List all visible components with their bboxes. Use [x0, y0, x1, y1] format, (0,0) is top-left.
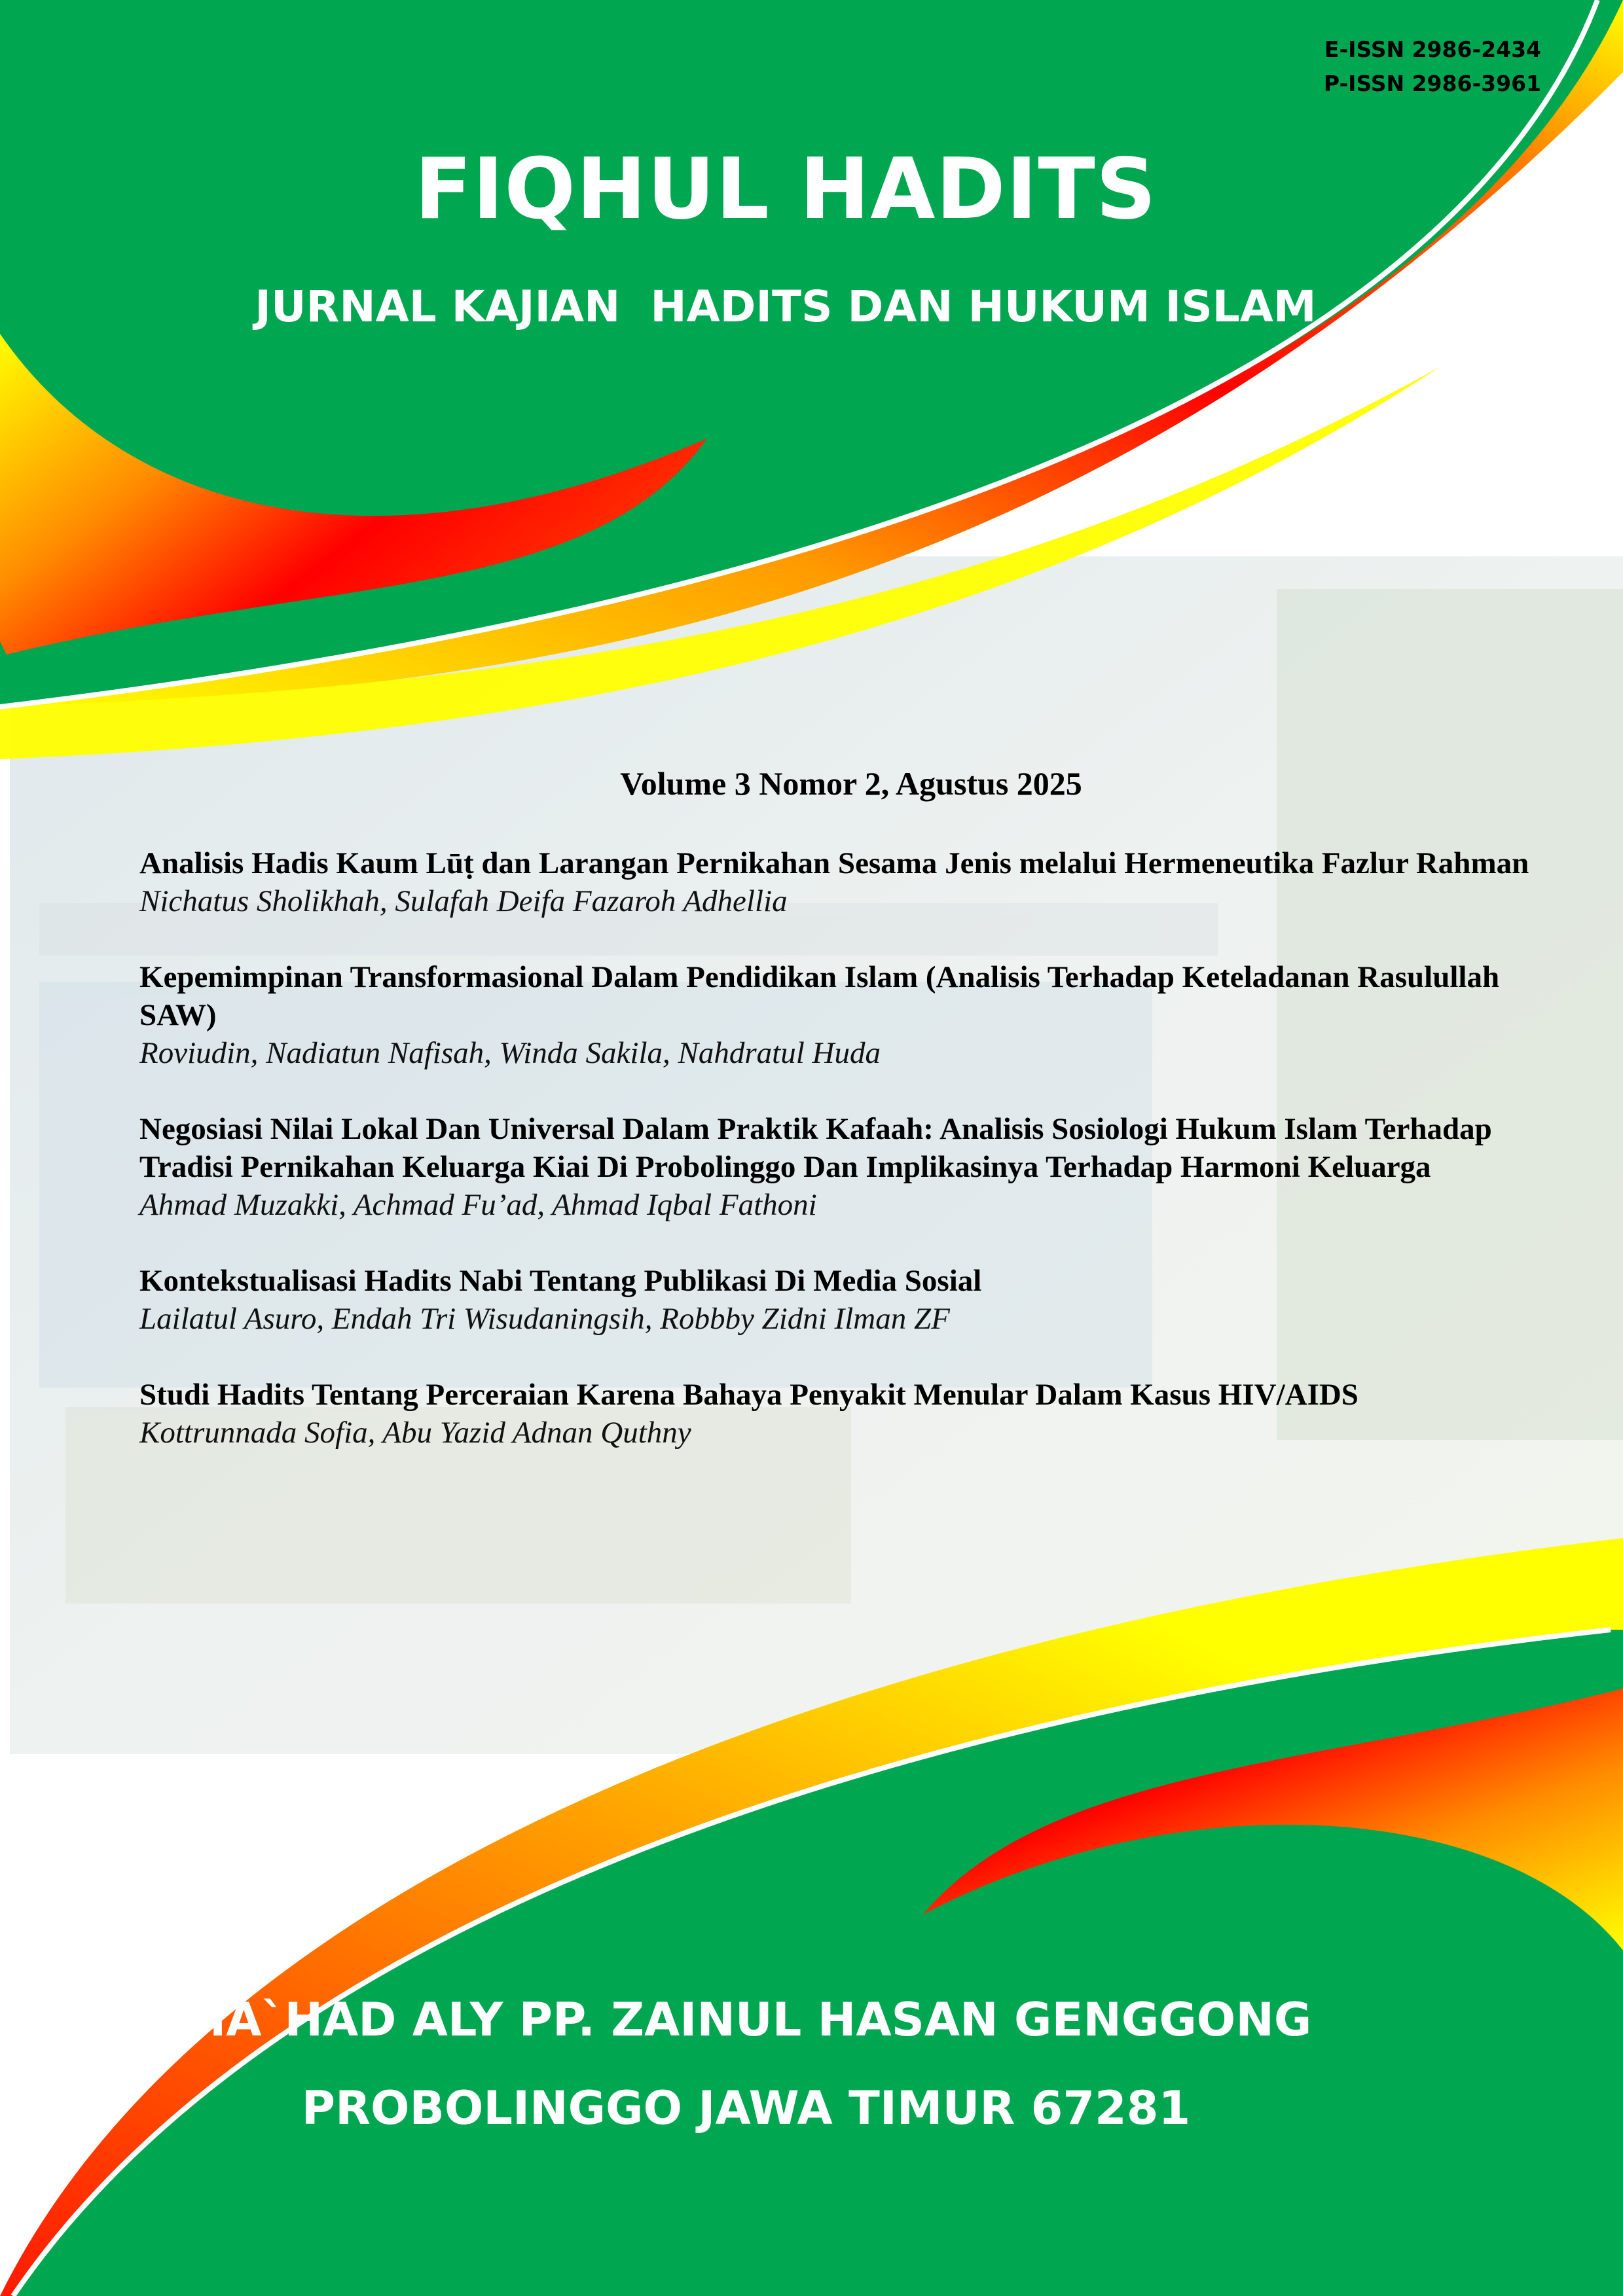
article-title: Studi Hadits Tentang Perceraian Karena Bahaya Penyakit Menular Dalam Kasus HIV/AIDS: [139, 1378, 1359, 1412]
article-title: Analisis Hadis Kaum Lūṭ dan Larangan Pernikahan Sesama Jenis melalui Hermeneutika Fazlur Rahman: [139, 846, 1529, 880]
article-entry: [139, 958, 1580, 1072]
issue-volume: Volume 3 Nomor 2, Agustus 2025: [620, 765, 1082, 802]
p-issn: P-ISSN 2986-3961: [1323, 71, 1541, 96]
journal-title: FIQHUL HADITS: [414, 141, 1157, 238]
article-authors: Lailatul Asuro, Endah Tri Wisudaningsih, Robbby Zidni Ilman ZF: [139, 1302, 950, 1336]
article-entry: [139, 1376, 1580, 1452]
article-title: Kepemimpinan Transformasional Dalam Pendidikan Islam (Analisis Terhadap Keteladanan Rasulullah SAW): [139, 960, 1500, 1032]
e-issn: E-ISSN 2986-2434: [1324, 37, 1541, 62]
table-of-contents: [139, 844, 1580, 1490]
article-entry: [139, 1110, 1580, 1224]
publisher-institution: MA`HAD ALY PP. ZAINUL HASAN GENGGONG: [180, 1993, 1312, 2047]
article-entry: [139, 1262, 1580, 1338]
article-authors: Ahmad Muzakki, Achmad Fu’ad, Ahmad Iqbal Fathoni: [139, 1188, 817, 1222]
issn-block: [1324, 33, 1541, 101]
article-authors: Kottrunnada Sofia, Abu Yazid Adnan Quthny: [139, 1416, 691, 1450]
article-title: Kontekstualisasi Hadits Nabi Tentang Publikasi Di Media Sosial: [139, 1264, 982, 1298]
article-title: Negosiasi Nilai Lokal Dan Universal Dalam Praktik Kafaah: Analisis Sosiologi Hukum Islam Terhadap Tradisi Pernikahan Keluarga Kiai Di Probolinggo Dan Implikasinya Terhadap Harmoni Keluarga: [139, 1112, 1492, 1184]
article-entry: [139, 844, 1580, 920]
publisher-address: PROBOLINGGO JAWA TIMUR 67281: [301, 2081, 1191, 2135]
article-authors: Roviudin, Nadiatun Nafisah, Winda Sakila, Nahdratul Huda: [139, 1036, 881, 1070]
journal-subtitle: JURNAL KAJIAN HADITS DAN HUKUM ISLAM: [255, 281, 1317, 332]
article-authors: Nichatus Sholikhah, Sulafah Deifa Fazaroh Adhellia: [139, 884, 788, 918]
